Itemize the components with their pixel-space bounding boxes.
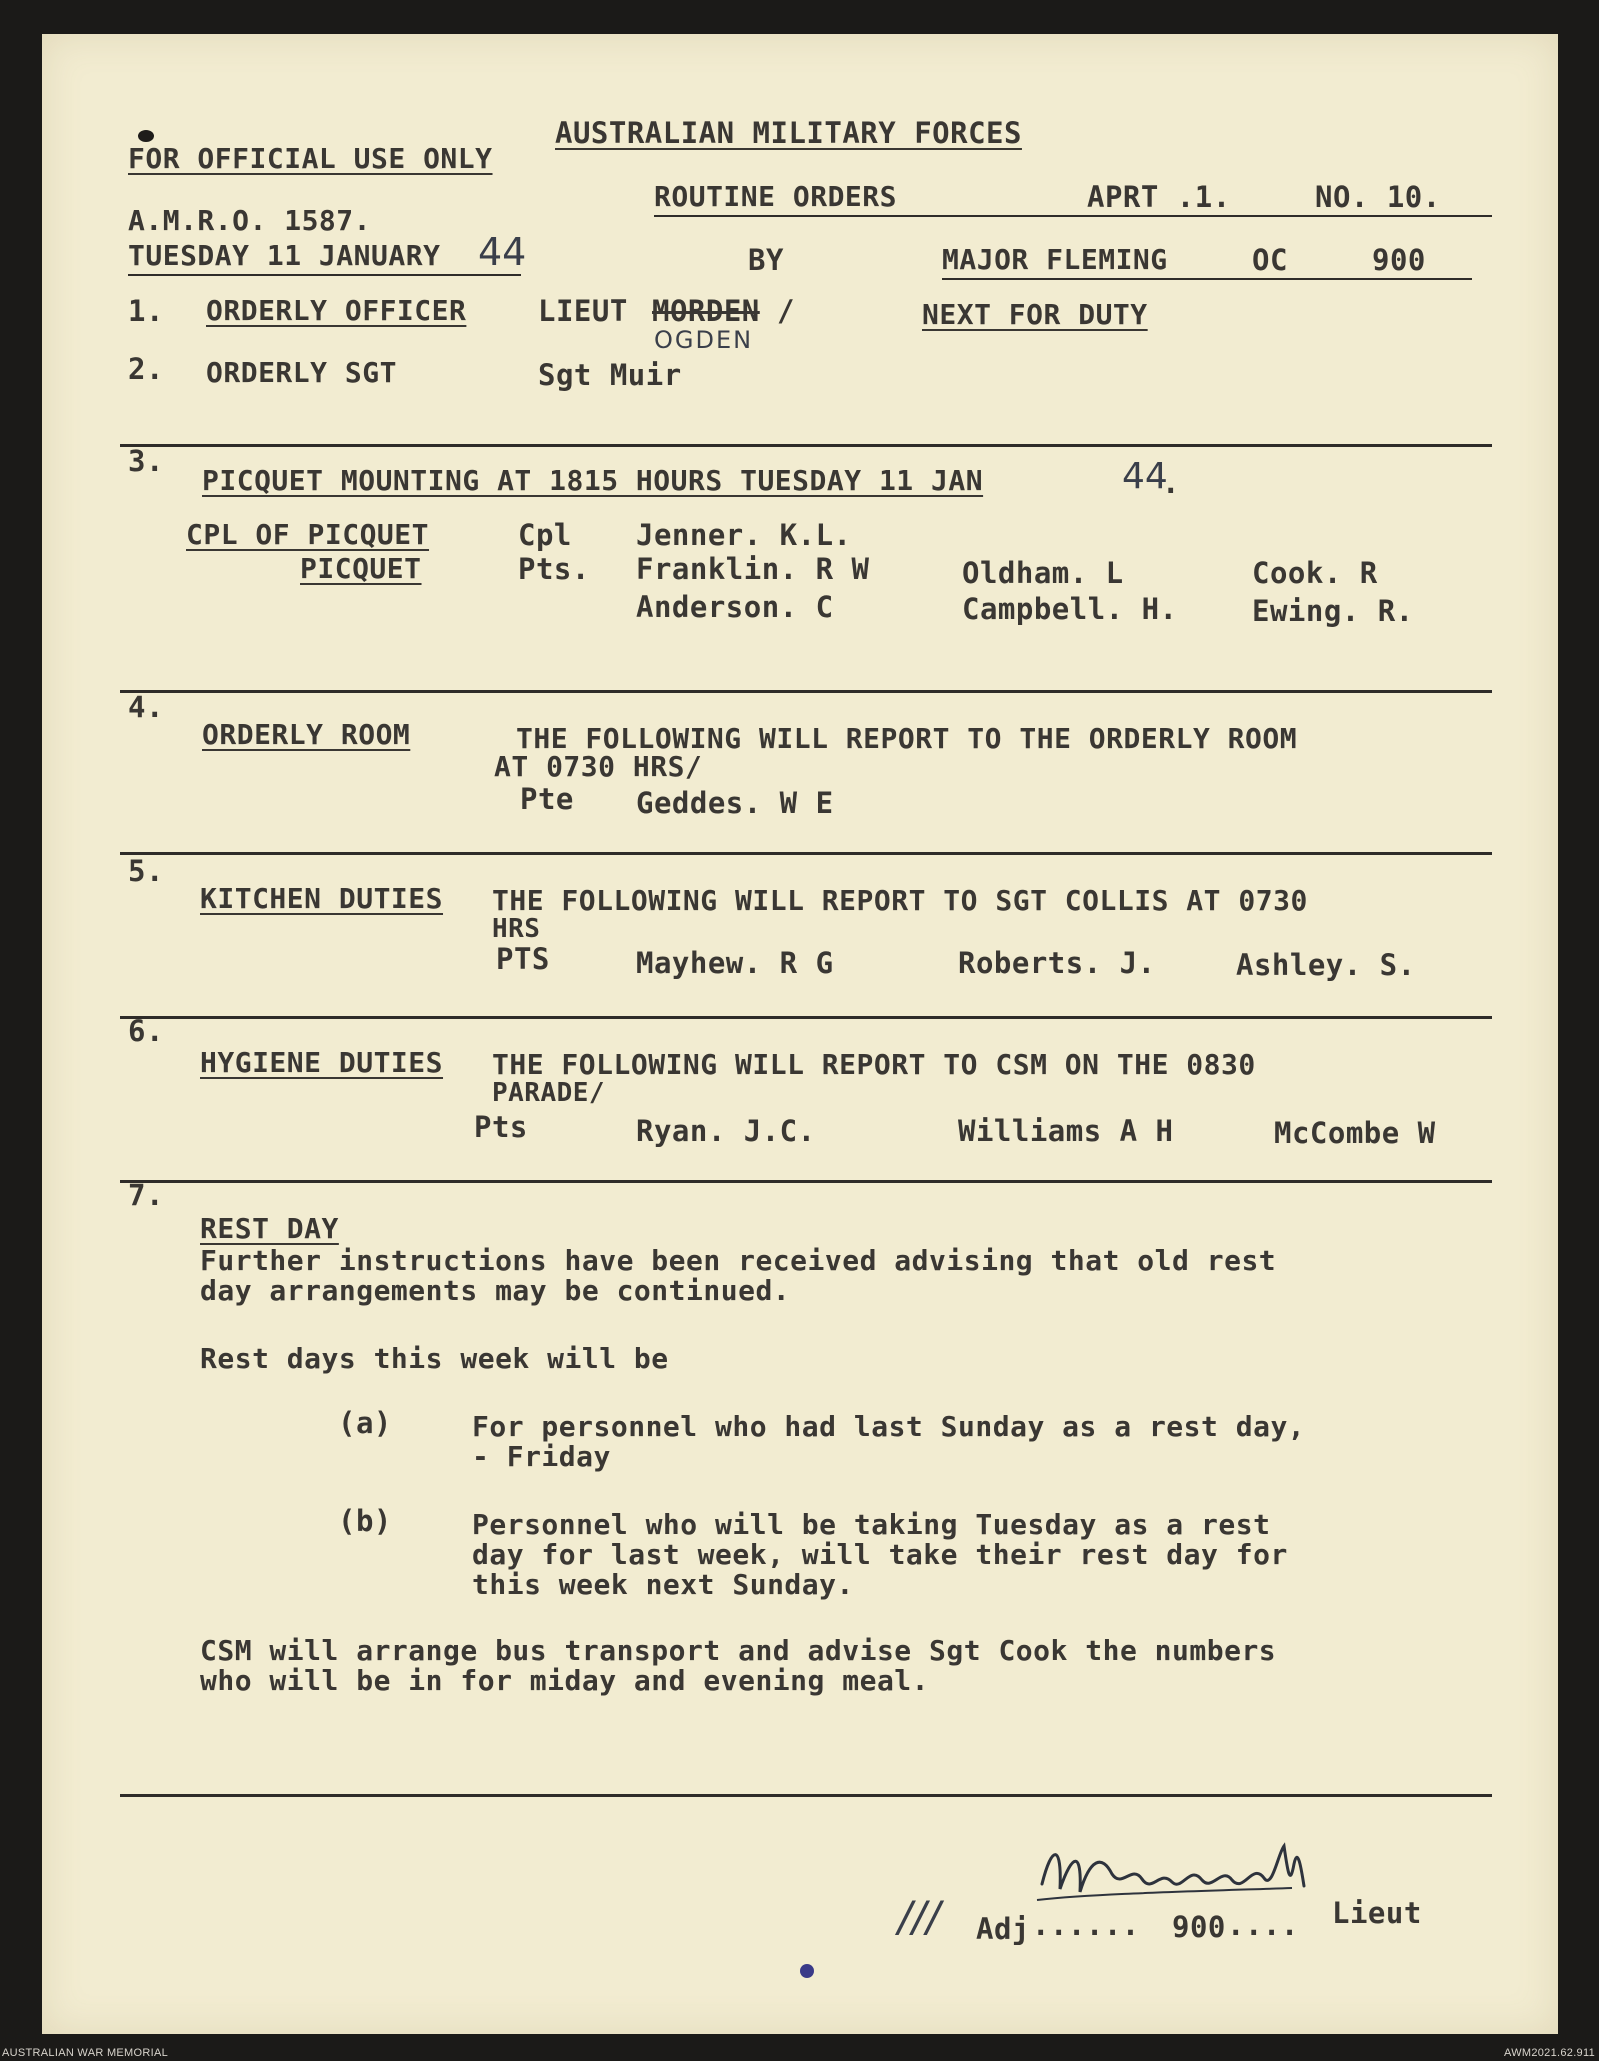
hygiene-name: Ryan. J.C. xyxy=(636,1114,816,1148)
item-3-heading-year: 44 xyxy=(1122,456,1168,497)
sub-item-b-line-3: this week next Sunday. xyxy=(472,1568,854,1601)
picquet-name: Oldham. L xyxy=(962,556,1124,590)
picquet-label: PICQUET xyxy=(300,552,422,585)
rest-day-para-3-line-2: who will be in for miday and evening meal. xyxy=(200,1664,930,1697)
picquet-name: Ewing. R. xyxy=(1252,594,1414,628)
order-number: NO. 10. xyxy=(1315,180,1441,214)
signature-rank: Lieut xyxy=(1332,1896,1422,1930)
item-2-number: 2. xyxy=(128,352,164,386)
divider-5 xyxy=(120,1180,1492,1183)
footer-source: AUSTRALIAN WAR MEMORIAL xyxy=(2,2047,169,2059)
signature-unit: 900 xyxy=(1172,1910,1226,1944)
document-page xyxy=(42,34,1558,2034)
item-4-name: Geddes. W E xyxy=(636,786,834,820)
classification-label: FOR OFFICIAL USE ONLY xyxy=(128,142,493,175)
item-4-text-line-1: THE FOLLOWING WILL REPORT TO THE ORDERLY ROOM xyxy=(516,722,1298,755)
kitchen-name: Ashley. S. xyxy=(1236,948,1416,982)
handwritten-signature xyxy=(1032,1834,1332,1914)
routine-orders-label: ROUTINE ORDERS xyxy=(654,180,898,213)
item-3-heading-end: . xyxy=(1162,466,1180,500)
item-5-rank: PTS xyxy=(496,942,550,976)
picquet-name: Campbell. H. xyxy=(962,592,1178,626)
hygiene-name: McCombe W xyxy=(1274,1116,1436,1150)
item-1-rank: LIEUT xyxy=(538,294,628,328)
picquet-name: Cook. R xyxy=(1252,556,1378,590)
aprt-label: APRT .1. xyxy=(1087,180,1231,214)
rest-day-para-1-line-1: Further instructions have been received advising that old rest xyxy=(200,1244,1277,1277)
item-1-handwritten-name: OGDEN xyxy=(654,326,754,354)
ink-spot xyxy=(800,1964,814,1978)
item-6-label: HYGIENE DUTIES xyxy=(200,1046,444,1079)
sub-item-a-label: (a) xyxy=(338,1406,392,1440)
item-2-name: Sgt Muir xyxy=(538,358,682,392)
cpl-name: Jenner. K.L. xyxy=(636,518,852,552)
item-4-label: ORDERLY ROOM xyxy=(202,718,411,751)
item-3-heading: PICQUET MOUNTING AT 1815 HOURS TUESDAY 11 JAN xyxy=(202,464,984,497)
cpl-rank: Cpl xyxy=(518,518,572,552)
order-date: TUESDAY 11 JANUARY xyxy=(128,239,441,272)
item-6-rank: Pts xyxy=(474,1110,528,1144)
item-6-number: 6. xyxy=(128,1014,164,1048)
sub-item-a-line-1: For personnel who had last Sunday as a rest day, xyxy=(472,1410,1306,1443)
item-1-next-for-duty: NEXT FOR DUTY xyxy=(922,298,1148,331)
date-rule xyxy=(128,274,521,276)
rest-day-para-1-line-2: day arrangements may be continued. xyxy=(200,1274,791,1307)
item-6-text-line-2: PARADE/ xyxy=(492,1078,606,1108)
item-1-number: 1. xyxy=(128,294,164,328)
header-rule xyxy=(654,215,1492,217)
footer-accession-number: AWM2021.62.911 xyxy=(1503,2047,1595,2059)
signature-dots-2: .... xyxy=(1227,1908,1299,1942)
kitchen-name: Roberts. J. xyxy=(958,946,1156,980)
rest-day-heading: REST DAY xyxy=(200,1212,339,1245)
item-4-rank: Pte xyxy=(520,782,574,816)
item-5-label: KITCHEN DUTIES xyxy=(200,882,444,915)
unit-number: 900 xyxy=(1372,243,1426,277)
cpl-of-picquet-label: CPL OF PICQUET xyxy=(186,518,430,551)
sub-item-b-label: (b) xyxy=(338,1504,392,1538)
item-5-text-line-1: THE FOLLOWING WILL REPORT TO SGT COLLIS AT 0730 xyxy=(492,884,1308,917)
sub-item-b-line-1: Personnel who will be taking Tuesday as a rest xyxy=(472,1508,1271,1541)
item-5-text-line-2: HRS xyxy=(492,914,541,944)
picquet-name: Franklin. R W xyxy=(636,552,870,586)
signature-dots-1: ...... xyxy=(1032,1908,1140,1942)
unit-label: OC xyxy=(1252,243,1288,277)
sub-item-b-line-2: day for last week, will take their rest day for xyxy=(472,1538,1288,1571)
kitchen-name: Mayhew. R G xyxy=(636,946,834,980)
amro-reference: A.M.R.O. 1587. xyxy=(128,204,372,237)
order-date-year: 44 xyxy=(478,230,527,274)
item-6-text-line-1: THE FOLLOWING WILL REPORT TO CSM ON THE 0830 xyxy=(492,1048,1256,1081)
divider-4 xyxy=(120,1016,1492,1019)
ink-blot xyxy=(138,130,154,142)
item-1-slash: / xyxy=(777,294,795,328)
document-title: AUSTRALIAN MILITARY FORCES xyxy=(555,116,1022,150)
divider-3 xyxy=(120,852,1492,855)
divider-2 xyxy=(120,690,1492,693)
item-1-struck-name: MORDEN xyxy=(652,294,760,328)
picquet-rank: Pts. xyxy=(518,552,590,586)
sub-item-a-line-2: - Friday xyxy=(472,1440,611,1473)
rest-day-para-3-line-1: CSM will arrange bus transport and advise Sgt Cook the numbers xyxy=(200,1634,1277,1667)
officer-rule xyxy=(942,278,1472,280)
signature-slash-marks: /// xyxy=(898,1892,941,1941)
item-7-number: 7. xyxy=(128,1178,164,1212)
rest-day-para-2: Rest days this week will be xyxy=(200,1342,669,1375)
item-4-text-line-2: AT 0730 HRS/ xyxy=(494,750,703,783)
item-3-number: 3. xyxy=(128,444,164,478)
issuing-officer: MAJOR FLEMING xyxy=(942,243,1168,276)
item-1-label: ORDERLY OFFICER xyxy=(206,294,467,327)
item-5-number: 5. xyxy=(128,854,164,888)
picquet-name: Anderson. C xyxy=(636,590,834,624)
item-4-number: 4. xyxy=(128,690,164,724)
item-2-label: ORDERLY SGT xyxy=(206,356,397,389)
by-label: BY xyxy=(748,243,784,277)
divider-1 xyxy=(120,444,1492,447)
closing-rule xyxy=(120,1794,1492,1797)
adj-label: Adj xyxy=(976,1912,1030,1946)
hygiene-name: Williams A H xyxy=(958,1114,1174,1148)
